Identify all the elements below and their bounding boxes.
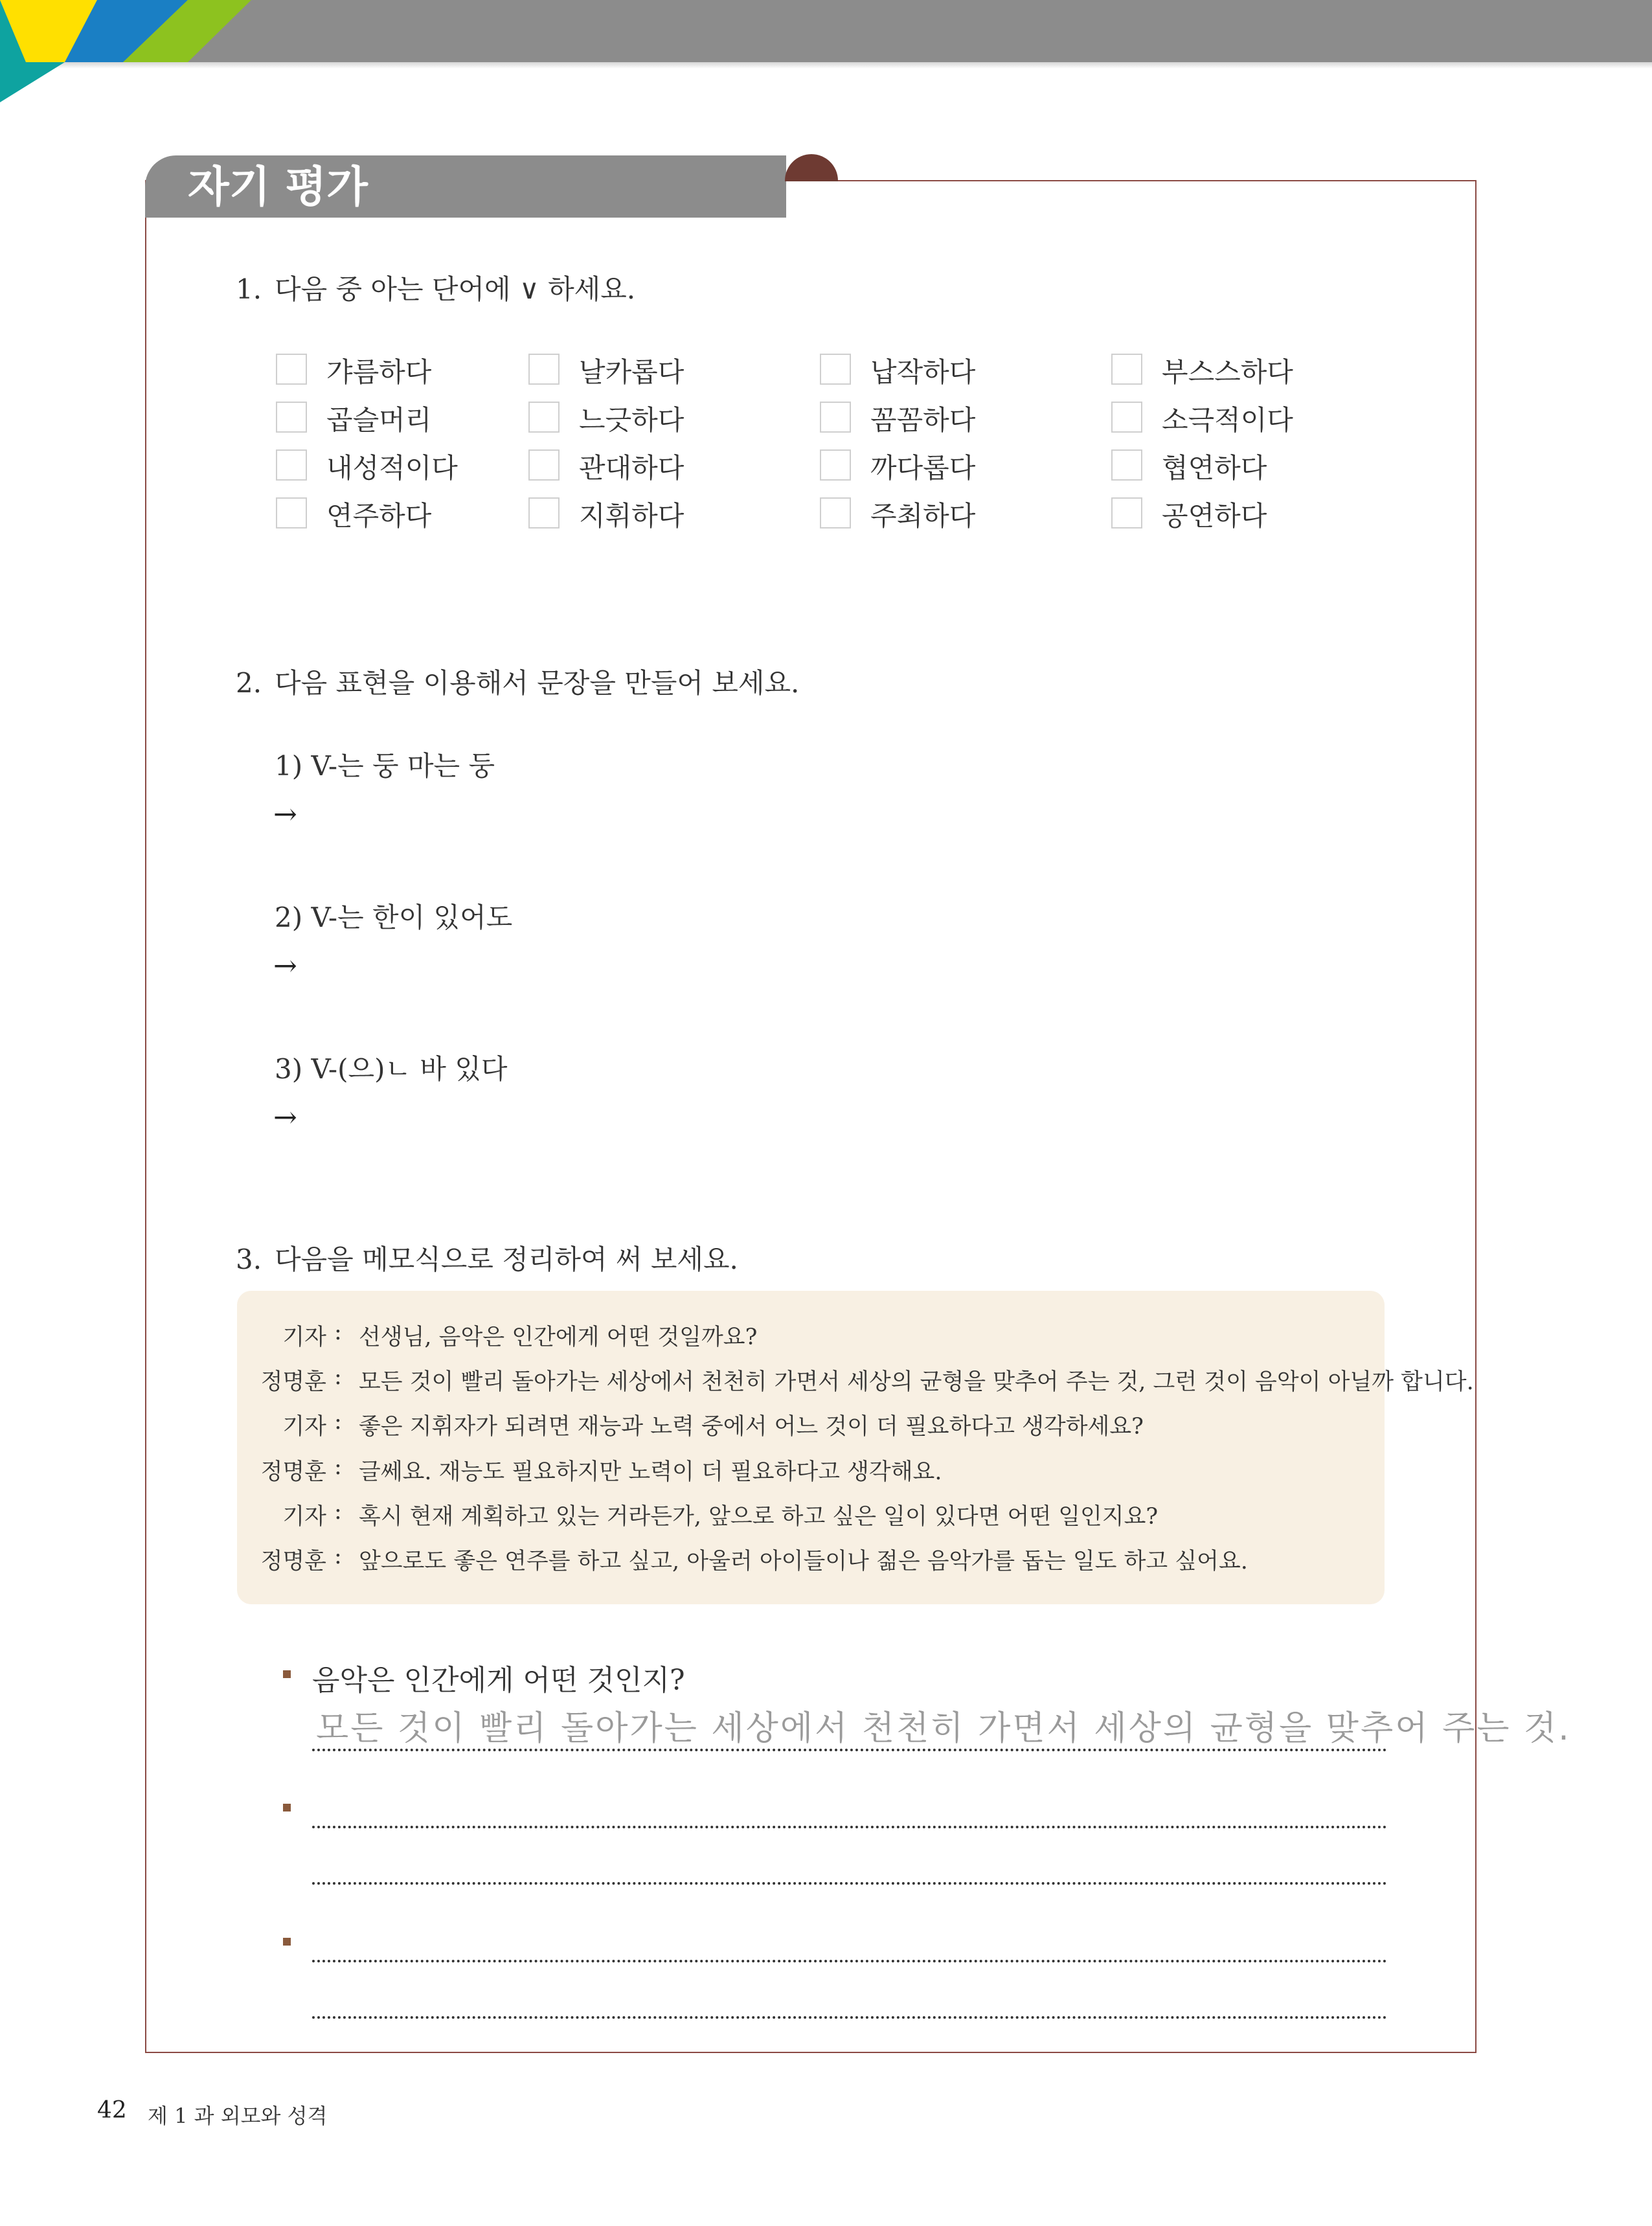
word-label: 협연하다 xyxy=(1162,452,1267,484)
checkbox-word[interactable] xyxy=(1111,354,1142,385)
word-label: 까다롭다 xyxy=(870,452,976,484)
word-label: 곱슬머리 xyxy=(326,404,432,436)
checkbox-word[interactable] xyxy=(528,497,560,528)
dialog-line: 앞으로도 좋은 연주를 하고 싶고, 아울러 아이들이나 젊은 음악가를 돕는 일도 하고 싶어요. xyxy=(359,1549,1248,1574)
word-label: 꼼꼼하다 xyxy=(870,404,976,436)
checkbox-word[interactable] xyxy=(276,402,307,433)
word-label: 부스스하다 xyxy=(1162,356,1293,388)
q3-number: 3. xyxy=(236,1244,262,1275)
checkbox-word[interactable] xyxy=(276,449,307,481)
dialog-colon: : xyxy=(334,1454,342,1480)
answer-arrow-icon: → xyxy=(273,1101,297,1134)
memo-bullet-icon xyxy=(283,1804,291,1811)
checkbox-word[interactable] xyxy=(276,497,307,528)
dialog-speaker: 기자 xyxy=(282,1414,326,1440)
checkbox-word[interactable] xyxy=(820,402,851,433)
q3-title xyxy=(236,1238,738,1277)
word-label: 관대하다 xyxy=(579,452,685,484)
dialog-line: 글쎄요. 재능도 필요하지만 노력이 더 필요하다고 생각해요. xyxy=(359,1459,942,1485)
checkbox-word[interactable] xyxy=(1111,497,1142,528)
word-label: 소극적이다 xyxy=(1162,404,1293,436)
page-title: 자기 평가 xyxy=(188,162,368,212)
q1-title xyxy=(236,268,635,307)
dialog-colon: : xyxy=(334,1319,342,1345)
memo-answer-line[interactable] xyxy=(312,1826,1387,1828)
checkbox-word[interactable] xyxy=(528,354,560,385)
memo-answer-line[interactable] xyxy=(312,2016,1387,2019)
word-label: 납작하다 xyxy=(870,356,976,388)
dialog-speaker: 기자 xyxy=(282,1504,326,1530)
corner-logo xyxy=(0,0,259,104)
q2-item-label: 1) V-는 둥 마는 둥 xyxy=(275,750,495,782)
checkbox-word[interactable] xyxy=(1111,449,1142,481)
memo-answer-line[interactable] xyxy=(312,1960,1387,1962)
q1-number: 1. xyxy=(236,273,262,305)
memo-answer-line[interactable] xyxy=(312,1749,1387,1751)
chapter-label: 제 1 과 외모와 성격 xyxy=(148,2104,328,2128)
word-label: 느긋하다 xyxy=(579,404,685,436)
word-label: 내성적이다 xyxy=(326,452,458,484)
q3-prompt: 다음을 메모식으로 정리하여 써 보세요. xyxy=(275,1244,738,1275)
memo-answer-line[interactable] xyxy=(312,1882,1387,1885)
word-label: 지휘하다 xyxy=(579,500,685,532)
dialog-speaker: 정명훈 xyxy=(260,1549,326,1574)
checkbox-word[interactable] xyxy=(528,402,560,433)
memo-bullet-icon xyxy=(283,1670,291,1678)
memo-bullet-icon xyxy=(283,1938,291,1946)
dialog-colon: : xyxy=(334,1364,342,1390)
dialog-line: 선생님, 음악은 인간에게 어떤 것일까요? xyxy=(359,1324,758,1350)
q1-prompt: 다음 중 아는 단어에 ∨ 하세요. xyxy=(275,273,636,305)
word-label: 갸름하다 xyxy=(326,356,432,388)
q2-item-label: 2) V-는 한이 있어도 xyxy=(275,902,513,933)
checkbox-word[interactable] xyxy=(820,449,851,481)
dialog-speaker: 정명훈 xyxy=(260,1459,326,1485)
dialog-colon: : xyxy=(334,1409,342,1435)
word-label: 공연하다 xyxy=(1162,500,1267,532)
word-label: 연주하다 xyxy=(326,500,432,532)
dialog-line: 모든 것이 빨리 돌아가는 세상에서 천천히 가면서 세상의 균형을 맞추어 주는 것, 그런 것이 음악이 아닐까 합니다. xyxy=(359,1369,1474,1395)
memo-example-answer: 모든 것이 빨리 돌아가는 세상에서 천천히 가면서 세상의 균형을 맞추어 주는 것. xyxy=(316,1709,1571,1748)
answer-arrow-icon: → xyxy=(273,949,297,982)
dialog-colon: : xyxy=(334,1543,342,1569)
checkbox-word[interactable] xyxy=(276,354,307,385)
title-tab-knob xyxy=(785,154,838,181)
q2-title xyxy=(236,662,799,701)
dialog-colon: : xyxy=(334,1499,342,1525)
memo-question: 음악은 인간에게 어떤 것인지? xyxy=(312,1664,685,1697)
checkbox-word[interactable] xyxy=(1111,402,1142,433)
answer-arrow-icon: → xyxy=(273,798,297,831)
q2-prompt: 다음 표현을 이용해서 문장을 만들어 보세요. xyxy=(275,667,800,699)
checkbox-word[interactable] xyxy=(820,497,851,528)
word-label: 날카롭다 xyxy=(579,356,685,388)
word-label: 주최하다 xyxy=(870,500,976,532)
checkbox-word[interactable] xyxy=(528,449,560,481)
q2-item-label: 3) V-(으)ㄴ 바 있다 xyxy=(275,1053,508,1085)
checkbox-word[interactable] xyxy=(820,354,851,385)
page-number: 42 xyxy=(97,2097,127,2124)
q2-number: 2. xyxy=(236,667,262,699)
dialog-line: 혹시 현재 계획하고 있는 거라든가, 앞으로 하고 싶은 일이 있다면 어떤 일인지요? xyxy=(359,1504,1159,1530)
dialog-speaker: 정명훈 xyxy=(260,1369,326,1395)
dialog-line: 좋은 지휘자가 되려면 재능과 노력 중에서 어느 것이 더 필요하다고 생각하세요? xyxy=(359,1414,1144,1440)
dialog-speaker: 기자 xyxy=(282,1324,326,1350)
